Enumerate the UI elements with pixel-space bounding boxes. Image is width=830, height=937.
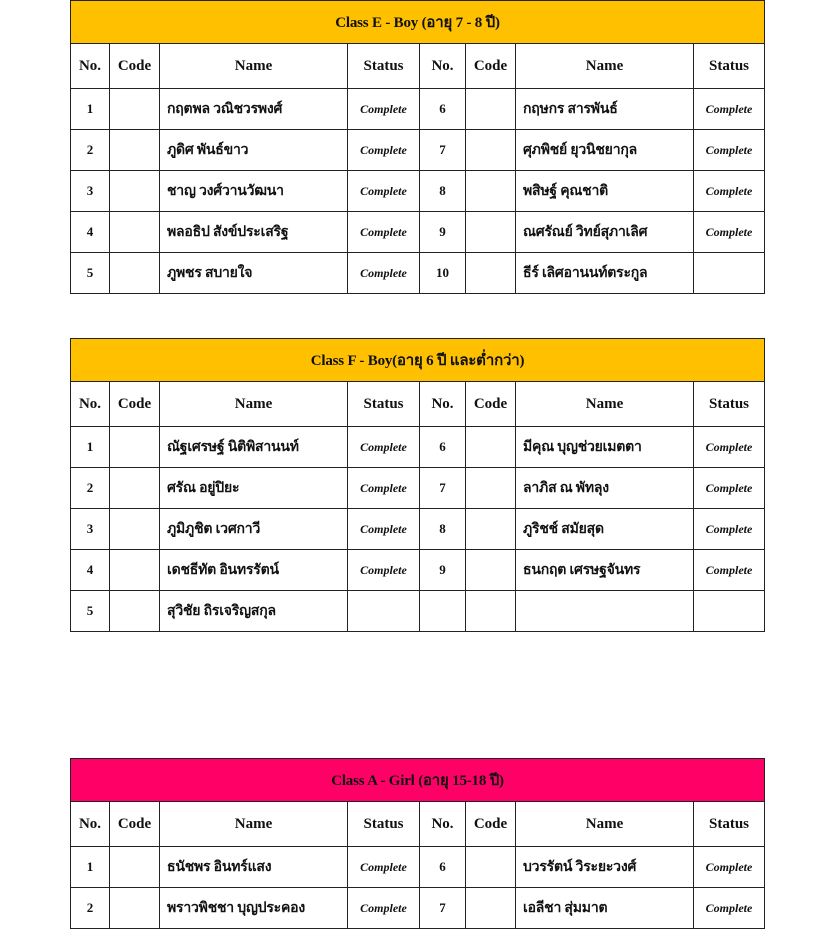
cell-code	[466, 212, 516, 253]
col-name: Name	[160, 382, 348, 427]
cell-no: 5	[71, 591, 110, 632]
cell-no: 4	[71, 212, 110, 253]
cell-name	[516, 591, 694, 632]
col-name: Name	[516, 44, 694, 89]
cell-code	[110, 130, 160, 171]
class-f-boy-table	[70, 338, 765, 632]
cell-no: 5	[71, 253, 110, 294]
cell-code	[466, 171, 516, 212]
cell-no	[420, 591, 466, 632]
cell-status	[348, 591, 420, 632]
cell-status: Complete	[348, 888, 420, 929]
cell-name: เดชธีทัต อินทรรัตน์	[160, 550, 348, 591]
cell-name: ณศรัณย์ วิทย์สุภาเลิศ	[516, 212, 694, 253]
cell-code	[466, 847, 516, 888]
cell-no: 6	[420, 89, 466, 130]
table-row	[71, 212, 765, 253]
col-status: Status	[348, 382, 420, 427]
cell-code	[466, 130, 516, 171]
cell-status: Complete	[348, 130, 420, 171]
cell-name: มีคุณ บุญช่วยเมตตา	[516, 427, 694, 468]
cell-no: 7	[420, 468, 466, 509]
cell-status: Complete	[348, 509, 420, 550]
cell-status: Complete	[348, 89, 420, 130]
table-row	[71, 591, 765, 632]
cell-name: ศรัณ อยู่ปิยะ	[160, 468, 348, 509]
cell-status: Complete	[694, 888, 765, 929]
cell-name: พสิษฐ์ คุณชาติ	[516, 171, 694, 212]
cell-status: Complete	[694, 509, 765, 550]
cell-status: Complete	[348, 468, 420, 509]
cell-no: 2	[71, 888, 110, 929]
cell-status: Complete	[694, 212, 765, 253]
cell-status: Complete	[694, 427, 765, 468]
table-title: Class F - Boy(อายุ 6 ปี และต่ำกว่า)	[71, 339, 765, 382]
col-code: Code	[466, 382, 516, 427]
cell-no: 2	[71, 130, 110, 171]
cell-no: 7	[420, 888, 466, 929]
col-code: Code	[110, 802, 160, 847]
cell-status	[694, 591, 765, 632]
cell-no: 10	[420, 253, 466, 294]
cell-code	[110, 89, 160, 130]
cell-no: 2	[71, 468, 110, 509]
cell-code	[110, 550, 160, 591]
column-header-row	[71, 44, 765, 89]
table-row	[71, 468, 765, 509]
cell-name: สุวิชัย ถิรเจริญสกุล	[160, 591, 348, 632]
col-code: Code	[110, 382, 160, 427]
table-row	[71, 509, 765, 550]
table-row	[71, 253, 765, 294]
cell-no: 1	[71, 89, 110, 130]
cell-no: 4	[71, 550, 110, 591]
cell-code	[110, 427, 160, 468]
cell-name: ธีร์ เลิศอานนท์ตระกูล	[516, 253, 694, 294]
table-row	[71, 847, 765, 888]
cell-name: ชาญ วงศ์วานวัฒนา	[160, 171, 348, 212]
cell-name: บวรรัตน์ วิระยะวงศ์	[516, 847, 694, 888]
col-status: Status	[694, 802, 765, 847]
col-name: Name	[516, 382, 694, 427]
cell-no: 9	[420, 212, 466, 253]
table-title: Class A - Girl (อายุ 15-18 ปี)	[71, 759, 765, 802]
col-no: No.	[420, 802, 466, 847]
col-no: No.	[71, 802, 110, 847]
col-no: No.	[71, 382, 110, 427]
cell-code	[466, 888, 516, 929]
class-e-boy-table	[70, 0, 765, 294]
cell-name: ศุภพิชย์ ยุวนิชยากุล	[516, 130, 694, 171]
class-a-girl-table	[70, 758, 765, 929]
col-status: Status	[348, 44, 420, 89]
col-name: Name	[160, 802, 348, 847]
cell-code	[466, 550, 516, 591]
table-row	[71, 550, 765, 591]
cell-name: ธนัชพร อินทร์แสง	[160, 847, 348, 888]
col-name: Name	[160, 44, 348, 89]
cell-status: Complete	[348, 212, 420, 253]
cell-no: 3	[71, 171, 110, 212]
col-status: Status	[348, 802, 420, 847]
col-no: No.	[420, 382, 466, 427]
cell-code	[110, 888, 160, 929]
cell-name: ภูพชร สบายใจ	[160, 253, 348, 294]
cell-status: Complete	[348, 253, 420, 294]
cell-name: ภูริชช์ สมัยสุด	[516, 509, 694, 550]
col-status: Status	[694, 382, 765, 427]
cell-status: Complete	[348, 550, 420, 591]
cell-name: พลอธิป สังข์ประเสริฐ	[160, 212, 348, 253]
cell-code	[110, 591, 160, 632]
cell-name: ลาภิส ณ พัทลุง	[516, 468, 694, 509]
col-code: Code	[466, 802, 516, 847]
cell-no: 9	[420, 550, 466, 591]
col-no: No.	[71, 44, 110, 89]
cell-status: Complete	[348, 427, 420, 468]
cell-status: Complete	[694, 89, 765, 130]
cell-no: 8	[420, 509, 466, 550]
table-row	[71, 171, 765, 212]
cell-status: Complete	[694, 130, 765, 171]
col-code: Code	[466, 44, 516, 89]
col-no: No.	[420, 44, 466, 89]
cell-code	[110, 171, 160, 212]
cell-code	[466, 591, 516, 632]
cell-name: ภูมิภูชิต เวศกาวี	[160, 509, 348, 550]
col-name: Name	[516, 802, 694, 847]
col-code: Code	[110, 44, 160, 89]
cell-no: 7	[420, 130, 466, 171]
cell-code	[466, 427, 516, 468]
cell-code	[110, 468, 160, 509]
cell-status: Complete	[348, 847, 420, 888]
cell-name: ธนกฤต เศรษฐจันทร	[516, 550, 694, 591]
table-title: Class E - Boy (อายุ 7 - 8 ปี)	[71, 1, 765, 44]
cell-code	[110, 253, 160, 294]
cell-name: กฤษกร สารพันธ์	[516, 89, 694, 130]
cell-no: 3	[71, 509, 110, 550]
cell-name: พราวพิชชา บุญประคอง	[160, 888, 348, 929]
cell-code	[466, 253, 516, 294]
cell-status: Complete	[694, 468, 765, 509]
cell-code	[110, 509, 160, 550]
cell-name: ณัฐเศรษฐ์ นิติพิสานนท์	[160, 427, 348, 468]
cell-status: Complete	[694, 550, 765, 591]
column-header-row	[71, 382, 765, 427]
column-header-row	[71, 802, 765, 847]
cell-no: 1	[71, 847, 110, 888]
cell-code	[466, 468, 516, 509]
cell-status: Complete	[694, 171, 765, 212]
cell-name: เอลีชา สุ่มมาต	[516, 888, 694, 929]
cell-name: ภูดิศ พันธ์ขาว	[160, 130, 348, 171]
table-row	[71, 89, 765, 130]
cell-no: 6	[420, 427, 466, 468]
col-status: Status	[694, 44, 765, 89]
cell-status: Complete	[694, 847, 765, 888]
table-row	[71, 130, 765, 171]
cell-status	[694, 253, 765, 294]
cell-code	[466, 89, 516, 130]
cell-code	[110, 847, 160, 888]
cell-no: 8	[420, 171, 466, 212]
cell-name: กฤตพล วณิชวรพงศ์	[160, 89, 348, 130]
cell-code	[466, 509, 516, 550]
cell-status: Complete	[348, 171, 420, 212]
table-row	[71, 888, 765, 929]
cell-code	[110, 212, 160, 253]
cell-no: 6	[420, 847, 466, 888]
table-row	[71, 427, 765, 468]
cell-no: 1	[71, 427, 110, 468]
